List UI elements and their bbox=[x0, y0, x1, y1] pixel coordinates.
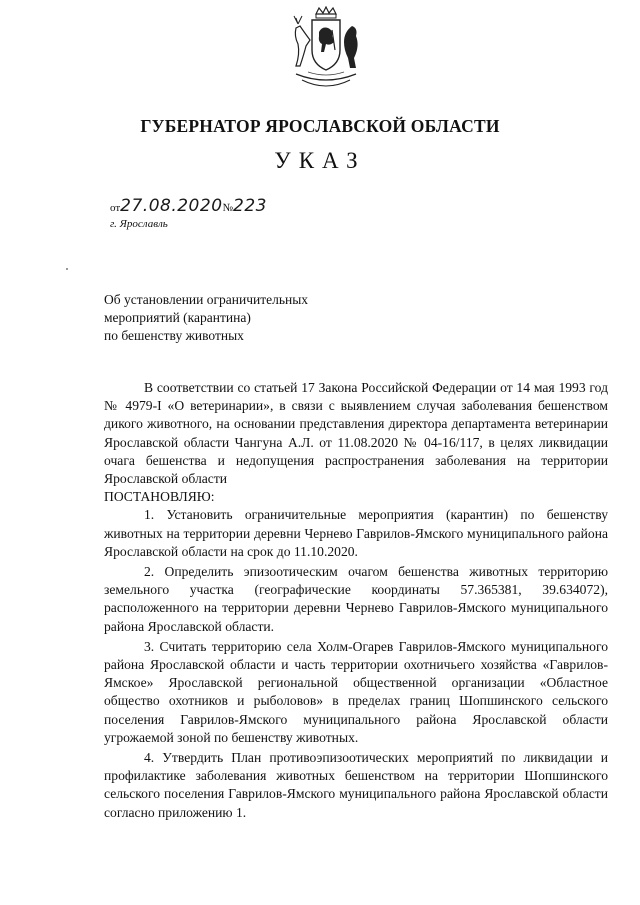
scan-dot bbox=[66, 268, 68, 270]
subject-line: Об установлении ограничительных bbox=[104, 292, 309, 307]
preamble-paragraph: В соответствии со статьей 17 Закона Российской Федерации от 14 мая 1993 год № 4979-I «О ветеринарии», в связи с выявлением случая заболевания бешенством дикого животного, на основании представления директора департамента ветеринарии Ярославской области Чангуна А.Л. от 11.08.2020 № 04-16/117, в целях ликвидации очага бешенства и недопущения распространения заболевания на территории Ярославской области bbox=[104, 380, 608, 487]
date-number-line bbox=[110, 196, 267, 216]
decree-item: 2. Определить эпизоотическим очагом бешенства животных территорию земельного участка (географические координаты 57.365381, 39.634072), расположенного на территории деревни Чернево Гаврилов-Ямского муниципального района Ярославской области. bbox=[104, 564, 608, 634]
decree-date: 27.08.2020 bbox=[120, 196, 223, 216]
resolve-heading: ПОСТАНОВЛЯЮ: bbox=[104, 489, 215, 505]
issuer-title: ГУБЕРНАТОР ЯРОСЛАВСКОЙ ОБЛАСТИ bbox=[140, 116, 500, 136]
date-prefix: от bbox=[110, 202, 121, 214]
subject-line: по бешенству животных bbox=[104, 328, 244, 343]
decree-item: 4. Утвердить План противоэпизоотических мероприятий по ликвидации и профилактике заболевания животных бешенством на территории Шопшинского сельского поселения Гаврилов-Ямского муниципального района Ярославской области согласно приложению 1. bbox=[104, 750, 608, 820]
number-prefix: № bbox=[222, 202, 234, 214]
decree-item: 1. Установить ограничительные мероприятия (карантин) по бешенству животных на территории деревни Чернево Гаврилов-Ямского муниципального района Ярославской области на срок до 11.10.2020. bbox=[104, 507, 608, 559]
decree-subject bbox=[104, 291, 308, 345]
decree-item: 3. Считать территорию села Холм-Огарев Гаврилов-Ямского муниципального района Ярославской области и часть территории охотничьего хозяйства «Гаврилов-Ямское» Ярославской региональной общественной организации «Областное общество охотников и рыболовов» в пределах границ Шопшинского сельского поселения Гаврилов-Ямского муниципального района Ярославской области угрожаемой зоной по бешенству животных. bbox=[104, 638, 608, 745]
decree-body bbox=[104, 379, 608, 822]
coat-of-arms-icon bbox=[288, 6, 364, 98]
decree-number: 223 bbox=[233, 196, 267, 216]
subject-line: мероприятий (карантина) bbox=[104, 310, 251, 325]
document-type: УКАЗ bbox=[274, 148, 366, 173]
city-label: г. Ярославль bbox=[110, 218, 168, 230]
